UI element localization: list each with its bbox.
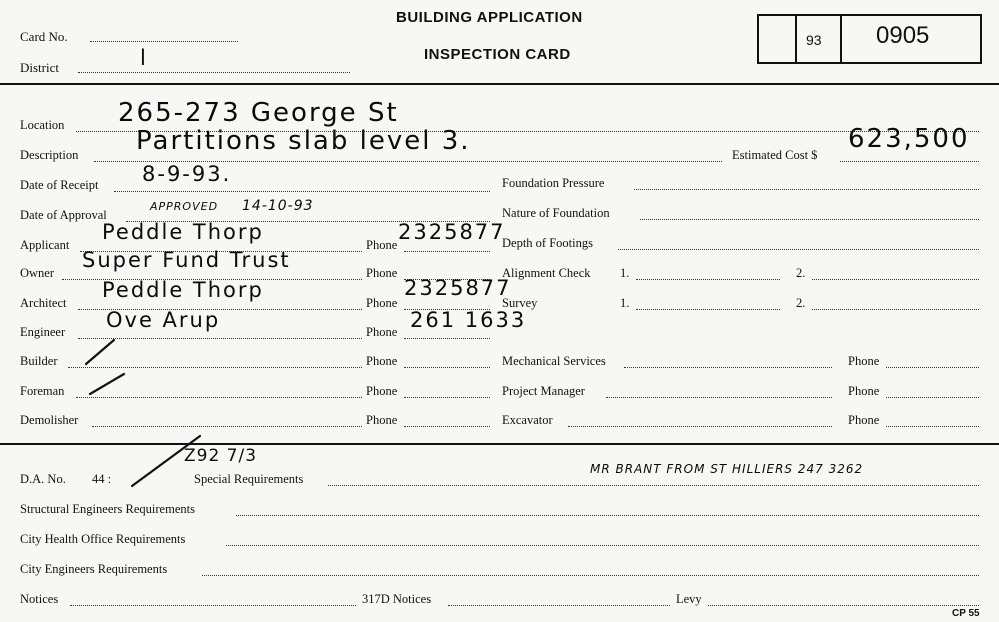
mechanical-label: Mechanical Services bbox=[502, 354, 606, 368]
nature-foundation-label: Nature of Foundation bbox=[502, 206, 610, 220]
engineer-label: Engineer bbox=[20, 325, 66, 339]
city-engineers-label: City Engineers Requirements bbox=[20, 562, 168, 576]
demolisher-label: Demolisher bbox=[20, 413, 79, 427]
excavator-label: Excavator bbox=[502, 413, 553, 427]
card-number: 0905 bbox=[876, 22, 930, 49]
da-no-prefix: 44 : bbox=[92, 472, 112, 486]
applicant-value: Peddle Thorp bbox=[102, 220, 264, 244]
alignment-num-1: 1. bbox=[620, 266, 630, 280]
levy-field[interactable] bbox=[708, 605, 979, 606]
special-requirements-value: MR BRANT FROM ST HILLIERS 247 3262 bbox=[590, 462, 864, 476]
alignment-check-label: Alignment Check bbox=[502, 266, 591, 280]
engineer-value: Ove Arup bbox=[106, 308, 221, 332]
special-requirements-field[interactable] bbox=[328, 485, 979, 486]
engineer-phone-label: Phone bbox=[366, 325, 398, 339]
notices-317d-label: 317D Notices bbox=[362, 592, 432, 606]
foreman-label: Foreman bbox=[20, 384, 65, 398]
mechanical-phone-label: Phone bbox=[848, 354, 880, 368]
builder-label: Builder bbox=[20, 354, 58, 368]
owner-phone-label: Phone bbox=[366, 266, 398, 280]
health-field[interactable] bbox=[226, 545, 979, 546]
engineer-phone-value: 261 1633 bbox=[410, 308, 527, 332]
da-no-value: Z92 7/3 bbox=[184, 446, 258, 466]
title-line-2: INSPECTION CARD bbox=[424, 46, 571, 63]
applicant-phone-label: Phone bbox=[366, 238, 398, 252]
description-label: Description bbox=[20, 148, 79, 162]
date-receipt-label: Date of Receipt bbox=[20, 178, 99, 192]
date-receipt-value: 8-9-93. bbox=[142, 162, 232, 186]
architect-phone-value: 2325877 bbox=[404, 276, 512, 300]
excavator-phone-label: Phone bbox=[848, 413, 880, 427]
applicant-label: Applicant bbox=[20, 238, 70, 252]
architect-label: Architect bbox=[20, 296, 67, 310]
health-label: City Health Office Requirements bbox=[20, 532, 186, 546]
applicant-phone-value: 2325877 bbox=[398, 220, 506, 244]
special-requirements-label: Special Requirements bbox=[194, 472, 304, 486]
section-rule bbox=[0, 443, 999, 445]
structural-field[interactable] bbox=[236, 515, 979, 516]
location-label: Location bbox=[20, 118, 65, 132]
estimated-cost-label: Estimated Cost $ bbox=[732, 148, 818, 162]
owner-value: Super Fund Trust bbox=[82, 248, 291, 272]
date-approval-label: Date of Approval bbox=[20, 208, 107, 222]
form-code: CP 55 bbox=[952, 608, 980, 619]
survey-num-1: 1. bbox=[620, 296, 630, 310]
city-engineers-field[interactable] bbox=[202, 575, 979, 576]
description-value: Partitions slab level 3. bbox=[136, 126, 471, 156]
survey-num-2: 2. bbox=[796, 296, 806, 310]
notices-317d-field[interactable] bbox=[448, 605, 670, 606]
depth-footings-label: Depth of Footings bbox=[502, 236, 593, 250]
project-manager-phone-label: Phone bbox=[848, 384, 880, 398]
alignment-num-2: 2. bbox=[796, 266, 806, 280]
architect-value: Peddle Thorp bbox=[102, 278, 264, 302]
project-manager-label: Project Manager bbox=[502, 384, 585, 398]
da-no-label: D.A. No. bbox=[20, 472, 66, 486]
card-no-label: Card No. bbox=[20, 29, 68, 44]
estimated-cost-value: 623,500 bbox=[848, 124, 970, 154]
notices-label: Notices bbox=[20, 592, 59, 606]
title-line-1: BUILDING APPLICATION bbox=[396, 9, 583, 26]
district-value: l bbox=[140, 46, 148, 70]
architect-phone-label: Phone bbox=[366, 296, 398, 310]
structural-label: Structural Engineers Requirements bbox=[20, 502, 195, 516]
demolisher-phone-label: Phone bbox=[366, 413, 398, 427]
survey-label: Survey bbox=[502, 296, 538, 310]
approval-date: 14-10-93 bbox=[242, 198, 314, 214]
card-year: 93 bbox=[806, 32, 822, 48]
district-label: District bbox=[20, 60, 59, 75]
foreman-phone-label: Phone bbox=[366, 384, 398, 398]
owner-label: Owner bbox=[20, 266, 55, 280]
foundation-pressure-label: Foundation Pressure bbox=[502, 176, 605, 190]
location-value: 265-273 George St bbox=[118, 98, 399, 128]
notices-field[interactable] bbox=[70, 605, 356, 606]
approval-stamp: APPROVED bbox=[150, 200, 219, 213]
levy-label: Levy bbox=[676, 592, 702, 606]
builder-phone-label: Phone bbox=[366, 354, 398, 368]
